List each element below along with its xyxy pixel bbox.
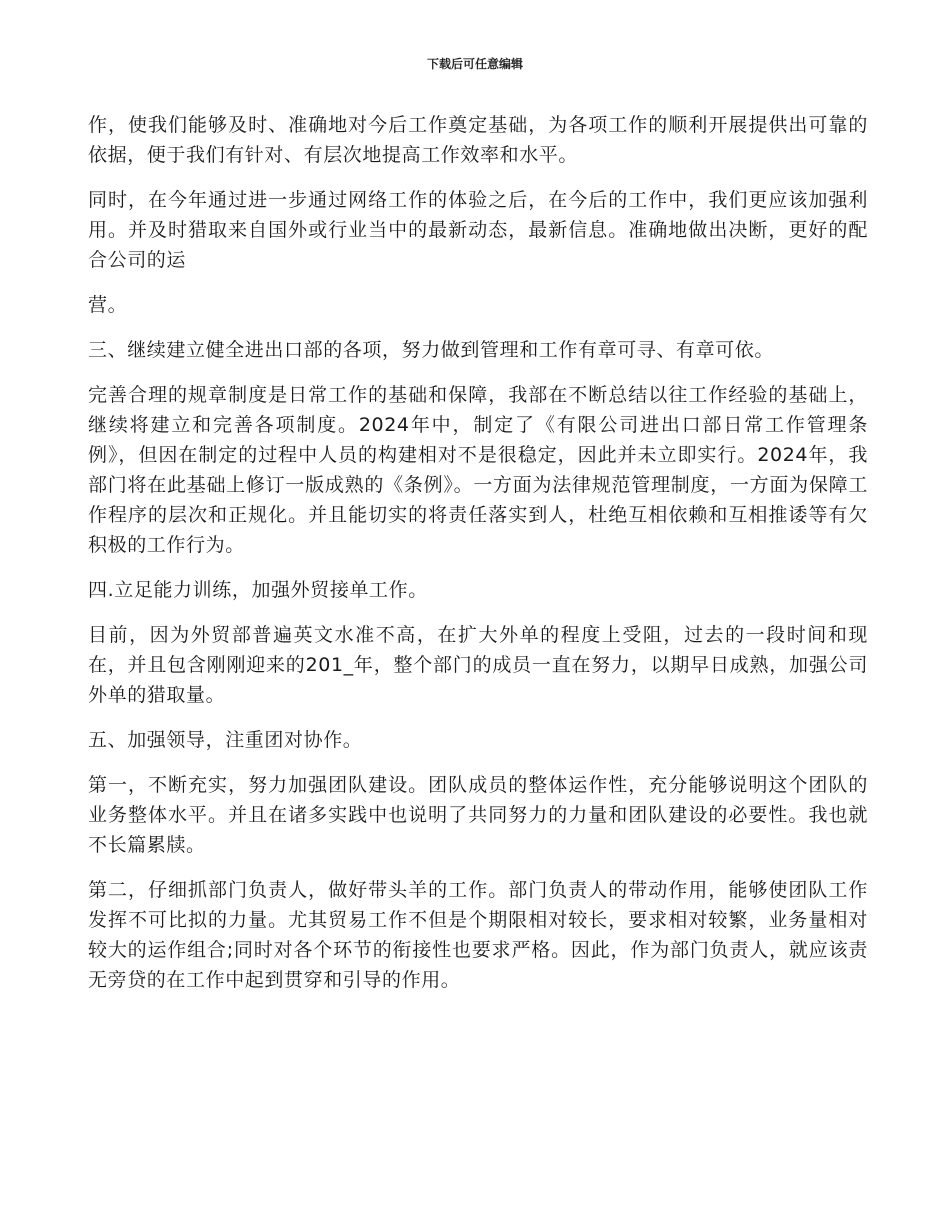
- paragraph-5: 完善合理的规章制度是日常工作的基础和保障，我部在不断总结以往工作经验的基础上，继续将建立和完善各项制度。2024年中，制定了《有限公司进出口部日常工作管理条例》，但因在制定的过程中人员的构建相对不是很稳定，因此并未立即实行。2024年，我部门将在此基础上修订一版成熟的《条例》。一方面为法律规范管理制度，一方面为保障工作程序的层次和正规化。并且能切实的将责任落实到人，杜绝互相依赖和互相推诿等有欠积极的工作行为。: [88, 384, 868, 556]
- paragraph-10: 第二，仔细抓部门负责人，做好带头羊的工作。部门负责人的带动作用，能够使团队工作发挥不可比拟的力量。尤其贸易工作不但是个期限相对较长，要求相对较繁，业务量相对较大的运作组合;同时对各个环节的衔接性也要求严格。因此，作为部门负责人，就应该责无旁贷的在工作中起到贯穿和引导的作用。: [88, 879, 868, 991]
- page-header: 下载后可任意编辑: [426, 57, 523, 71]
- paragraph-1: 作，使我们能够及时、准确地对今后工作奠定基础，为各项工作的顺利开展提供出可靠的依据，便于我们有针对、有层次地提高工作效率和水平。: [88, 114, 868, 166]
- paragraph-3: 营。: [88, 294, 128, 316]
- paragraph-7: 目前，因为外贸部普遍英文水准不高，在扩大外单的程度上受阻，过去的一段时间和现在，并且包含刚刚迎来的201_年，整个部门的成员一直在努力，以期早日成熟，加强公司外单的猎取量。: [88, 624, 868, 706]
- document-body: [88, 110, 868, 1010]
- section-heading-3: 三、继续建立健全进出口部的各项，努力做到管理和工作有章可寻、有章可依。: [88, 339, 775, 361]
- section-heading-4: 四.立足能力训练，加强外贸接单工作。: [88, 579, 428, 601]
- section-heading-5: 五、加强领导，注重团对协作。: [88, 729, 363, 751]
- paragraph-9: 第一，不断充实，努力加强团队建设。团队成员的整体运作性，充分能够说明这个团队的业务整体水平。并且在诸多实践中也说明了共同努力的力量和团队建设的必要性。我也就不长篇累牍。: [88, 774, 868, 856]
- paragraph-2: 同时，在今年通过进一步通过网络工作的体验之后，在今后的工作中，我们更应该加强利用。并及时猎取来自国外或行业当中的最新动态，最新信息。准确地做出决断，更好的配合公司的运: [88, 189, 868, 271]
